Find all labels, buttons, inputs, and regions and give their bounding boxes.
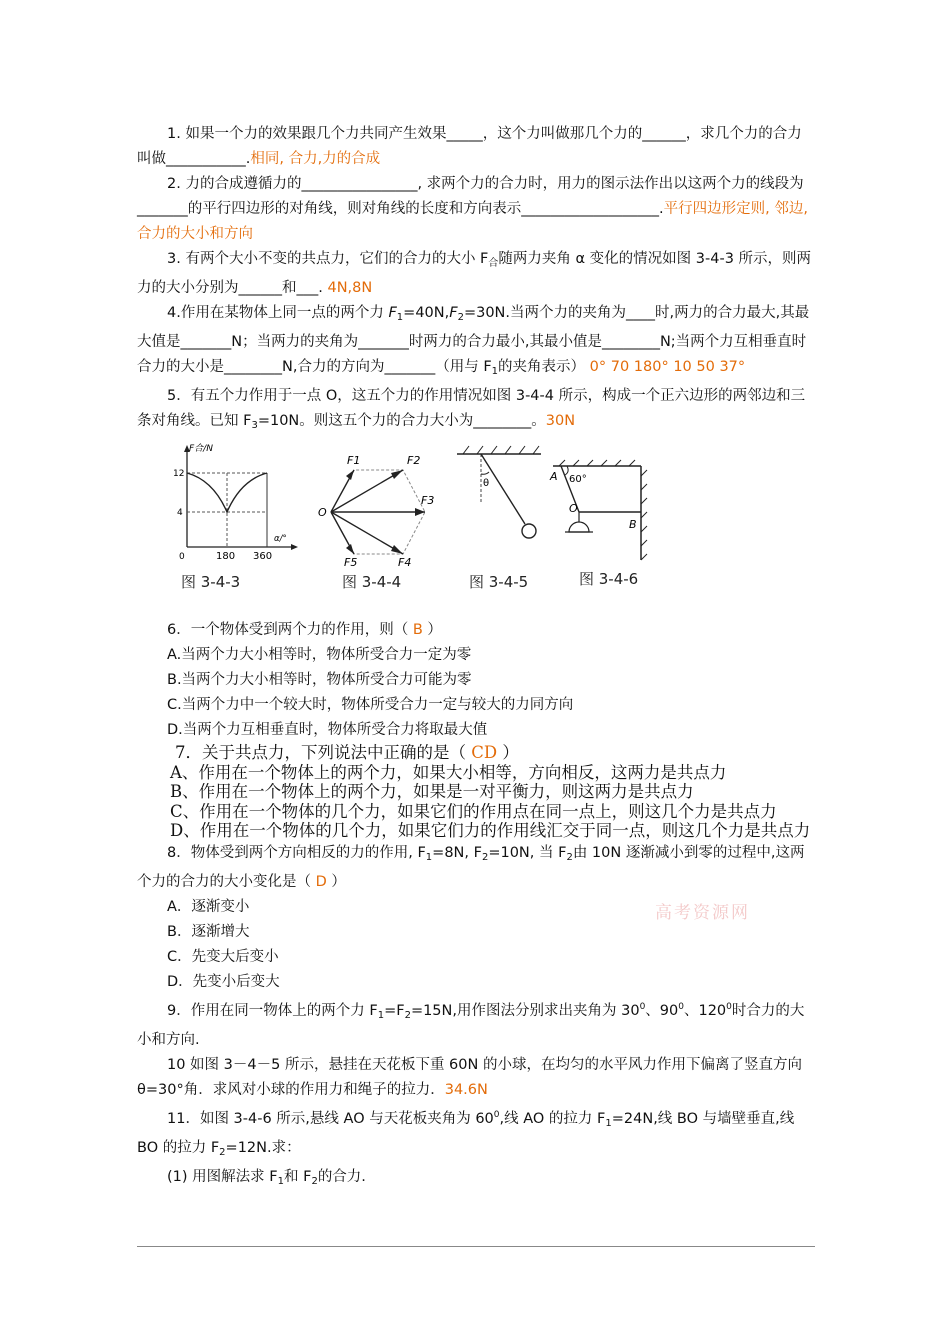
f2-label: F2 xyxy=(407,454,421,467)
question-8-option-d: D．先变小后变大 xyxy=(167,973,280,990)
question-3 xyxy=(137,247,815,301)
question-6-option-b: B.当两个力大小相等时，物体所受合力可能为零 xyxy=(167,672,472,688)
question-7-option-d: D、作用在一个物体的几个力，如果它们力的作用线汇交于同一点，则这几个力是共点力 xyxy=(170,821,811,840)
question-3-text: 3. 有两个大小不变的共点力，它们的合力的大小 F xyxy=(167,251,489,267)
subscript: 1 xyxy=(277,1175,284,1187)
subscript: 2 xyxy=(457,312,464,323)
point-a-label: A xyxy=(550,470,558,483)
subscript: 2 xyxy=(481,851,489,863)
question-5-answer: 30N xyxy=(545,413,576,429)
y-tick-12: 12 xyxy=(173,469,185,479)
f3-label: F3 xyxy=(421,494,435,507)
question-3-answer: 4N,8N xyxy=(327,280,373,296)
figure-3-4-4-caption: 图 3-4-4 xyxy=(342,573,402,591)
question-11-part-1 xyxy=(137,1165,815,1194)
question-4-answer: 0° 70 180° 10 50 37° xyxy=(589,359,746,375)
y-axis-label: F合/N xyxy=(189,444,213,454)
subscript: 1 xyxy=(377,1009,385,1021)
question-5-text: 5．有五个力作用于一点 O，这五个力的作用情况如图 3-4-4 所示，构成一个正六边形的两邻边和三条对角线。已知 F xyxy=(137,388,806,429)
question-11-part-1-text: (1) 用图解法求 F xyxy=(167,1168,278,1185)
worksheet xyxy=(137,122,815,1194)
question-11-text-2: ,线 AO 的拉力 F xyxy=(499,1110,606,1127)
question-8 xyxy=(137,841,815,895)
question-8-text-5: ） xyxy=(331,873,346,890)
question-4-text-4: 的夹角表示） xyxy=(498,359,586,375)
subscript: 2 xyxy=(219,1146,226,1158)
figure-3-4-5-pendulum xyxy=(449,442,559,567)
question-6-text-2: ） xyxy=(427,622,442,638)
question-8-option-a: A．逐渐变小 xyxy=(167,898,250,915)
question-11-text-3: =24N,线 BO 与墙壁垂直,线 BO 的拉力 F xyxy=(137,1110,795,1156)
question-6 xyxy=(137,618,815,643)
question-4 xyxy=(137,301,815,384)
subscript: 合 xyxy=(488,258,499,269)
superscript: 0 xyxy=(726,1001,732,1012)
question-6-option-a: A.当两个力大小相等时，物体所受合力一定为零 xyxy=(167,647,472,663)
question-8-text-4: 由 10N 逐渐减小到零的过程中,这两个力的合力的大小变化是（ xyxy=(137,844,805,890)
question-6-text: 6．一个物体受到两个力的作用，则（ xyxy=(167,622,409,638)
question-8-text-3: =10N, 当 F xyxy=(488,844,567,861)
angle-label: 60° xyxy=(569,474,587,485)
question-4-text-3: =30N.当两个力的夹角为____时,两力的合力最大,其最大值是_______N；当两力的夹角为_______时两力的合力最小,其最小值是________N;当两个力互相垂直时合力的大小是________N,合力的方向为_______（用与 F xyxy=(137,305,810,375)
question-1 xyxy=(137,122,815,172)
question-9-text-2: =F xyxy=(384,1002,405,1019)
point-b-label: B xyxy=(629,518,637,531)
question-4-text: 4.作用在某物体上同一点的两个力 xyxy=(167,305,389,321)
question-6-option-d: D.当两个力互相垂直时，物体所受合力将取最大值 xyxy=(167,722,488,738)
question-8-option-c: C．先变大后变小 xyxy=(167,948,279,965)
subscript: 2 xyxy=(311,1175,318,1187)
question-11-part-1-text-2: 和 F xyxy=(283,1168,312,1185)
f5-label: F5 xyxy=(344,556,358,567)
question-6-answer: B xyxy=(408,622,428,638)
force-symbol: F xyxy=(388,305,397,321)
question-10-text: 10 如图 3－4－5 所示，悬挂在天花板下重 60N 的小球，在均匀的水平风力作用下偏离了竖直方向 θ=30°角．求风对小球的作用力和绳子的拉力． xyxy=(137,1056,802,1098)
f4-label: F4 xyxy=(398,556,412,567)
figure-row xyxy=(137,442,815,612)
question-7-answer: CD xyxy=(466,743,503,762)
question-7-text-2: ） xyxy=(502,743,519,762)
figure-3-4-3-graph xyxy=(171,442,301,567)
question-6-option-c: C.当两个力中一个较大时，物体所受合力一定与较大的力同方向 xyxy=(167,697,574,713)
origin-label: 0 xyxy=(179,552,185,562)
question-9 xyxy=(137,995,815,1053)
question-11 xyxy=(137,1103,815,1165)
figure-3-4-3-caption: 图 3-4-3 xyxy=(181,573,241,591)
weight xyxy=(569,522,589,532)
question-7-text: 7．关于共点力，下列说法中正确的是（ xyxy=(175,743,466,762)
subscript: 2 xyxy=(566,851,573,863)
point-o-label: O xyxy=(569,502,578,515)
question-1-answer: 相同, 合力,力的合成 xyxy=(250,151,381,167)
question-11-text: 11．如图 3-4-6 所示,悬线 AO 与天花板夹角为 60 xyxy=(167,1110,494,1127)
question-7-option-a: A、作用在一个物体上的两个力，如果大小相等，方向相反，这两力是共点力 xyxy=(170,762,727,782)
figure-3-4-4-hexagon xyxy=(307,442,435,567)
point-o-label: O xyxy=(318,506,327,519)
ball xyxy=(522,524,536,538)
subscript: 2 xyxy=(404,1009,411,1021)
question-9-text-5: 、120 xyxy=(683,1002,727,1019)
watermark: 高考资源网 xyxy=(655,903,750,923)
question-1-text: 1. 如果一个力的效果跟几个力共同产生效果_____，这个力叫做那几个力的______，求几个力的合力叫做___________. xyxy=(137,126,802,167)
footer-divider xyxy=(137,1246,815,1247)
figure-3-4-5-caption: 图 3-4-5 xyxy=(469,573,529,591)
question-10-answer: 34.6N xyxy=(444,1081,488,1098)
theta-label: θ xyxy=(483,478,490,489)
subscript: 1 xyxy=(425,851,433,863)
x-tick-180: 180 xyxy=(216,551,236,562)
question-8-text: 8．物体受到两个方向相反的力的作用, F xyxy=(167,844,426,861)
question-11-text-4: =12N.求： xyxy=(225,1139,301,1156)
question-9-text: 9．作用在同一物体上的两个力 F xyxy=(167,1002,378,1019)
question-8-option-b: B．逐渐增大 xyxy=(167,923,250,940)
x-axis-label: α/° xyxy=(274,534,287,544)
question-2-text: 2. 力的合成遵循力的________________, 求两个力的合力时，用力的图示法作出以这两个力的线段为_______的平行四边形的对角线，则对角线的长度和方向表示___________________. xyxy=(137,176,804,217)
question-7 xyxy=(137,743,815,841)
figure-3-4-6-caption: 图 3-4-6 xyxy=(579,570,639,588)
y-tick-4: 4 xyxy=(177,508,183,518)
question-5-text-2: =10N。则这五个力的合力大小为________。 xyxy=(257,413,546,429)
question-9-text-4: 、90 xyxy=(645,1002,679,1019)
question-11-part-1-text-3: 的合力. xyxy=(317,1168,366,1185)
question-8-answer: D xyxy=(311,873,332,890)
force-symbol: F xyxy=(449,305,458,321)
subscript: 1 xyxy=(396,312,404,323)
superscript: 0 xyxy=(678,1001,684,1012)
subscript: 1 xyxy=(605,1117,612,1129)
question-2 xyxy=(137,172,815,247)
question-10 xyxy=(137,1053,815,1103)
question-7-option-b: B、作用在一个物体上的两个力，如果是一对平衡力，则这两力是共点力 xyxy=(170,782,694,801)
question-7-stem xyxy=(137,743,815,763)
question-9-text-6: 时合力的大小和方向. xyxy=(137,1002,805,1048)
question-8-text-2: =8N, F xyxy=(432,844,482,861)
x-tick-360: 360 xyxy=(253,551,273,562)
question-2-answer: 平行四边形定则, 邻边,合力的大小和方向 xyxy=(137,201,808,242)
question-5 xyxy=(137,384,815,438)
figure-3-4-6-hanging-weight xyxy=(549,442,659,567)
question-4-text-2: =40N, xyxy=(403,305,450,321)
question-7-option-c: C、作用在一个物体的几个力，如果它们的作用点在同一点上，则这几个力是共点力 xyxy=(170,801,777,821)
f1-label: F1 xyxy=(347,454,361,467)
superscript: 0 xyxy=(493,1109,500,1120)
subscript: 3 xyxy=(251,420,258,431)
superscript: 0 xyxy=(639,1001,646,1012)
subscript: 1 xyxy=(491,366,499,377)
question-9-text-3: =15N,用作图法分别求出夹角为 30 xyxy=(410,1002,640,1019)
question-3-text-2: 随两力夹角 α 变化的情况如图 3-4-3 所示，则两力的大小分别为______和___. xyxy=(137,251,812,296)
